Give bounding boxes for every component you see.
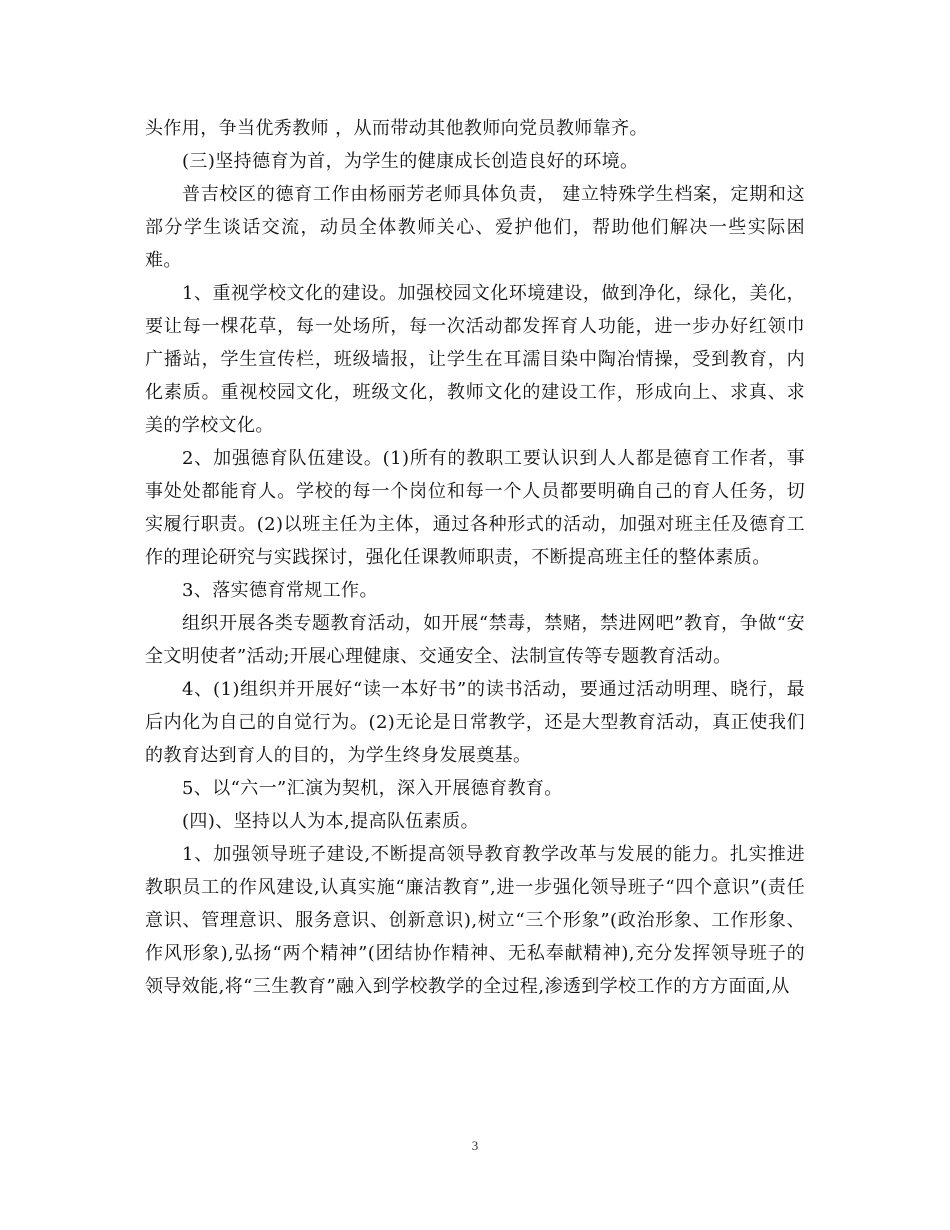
paragraph-item-3-routine-work: 3、落实德育常规工作。: [182, 580, 378, 601]
paragraph-item-2-team-building: 2、加强德育队伍建设。(1)所有的教职工要认识到人人都是德育工作者，事事处处都能育人。学校的每一个岗位和每一个人员都要明确自己的育人任务，切实履行职责。(2)以班主任为主体，通过各种形式的活动，加强对班主任及德育工作的理论研究与实践探讨，强化任课教师职责，不断提高班主任的整体素质。: [145, 448, 805, 568]
paragraph-item-1-school-culture: 1、重视学校文化的建设。加强校园文化环境建设，做到净化，绿化，美化，要让每一棵花草，每一处场所，每一次活动都发挥育人功能，进一步办好红领巾广播站，学生宣传栏，班级墙报，让学生在耳濡目染中陶冶情操，受到教育，内化素质。重视校园文化，班级文化，教师文化的建设工作，形成向上、求真、求美的学校文化。: [145, 283, 805, 436]
paragraph-special-activities: 组织开展各类专题教育活动，如开展“禁毒，禁赌，禁进网吧”教育，争做“安全文明使者”活动;开展心理健康、交通安全、法制宣传等专题教育活动。: [145, 613, 805, 667]
section-heading-three: (三)坚持德育为首，为学生的健康成长创造良好的环境。: [182, 151, 639, 172]
paragraph-item-4-reading: 4、(1)组织并开展好“读一本好书”的读书活动，要通过活动明理、晓行，最后内化为自己的自觉行为。(2)无论是日常教学，还是大型教育活动，真正使我们的教育达到育人的目的，为学生终身发展奠基。: [145, 679, 805, 766]
page-number: 3: [471, 1138, 479, 1153]
paragraph-item-1-leadership: 1、加强领导班子建设,不断提高领导教育教学改革与发展的能力。扎实推进教职员工的作风建设,认真实施“廉洁教育”,进一步强化领导班子“四个意识”(责任意识、管理意识、服务意识、创新意识),树立“三个形象”(政治形象、工作形象、作风形象),弘扬“两个精神”(团结协作精神、无私奉献精神),充分发挥领导班子的领导效能,将“三生教育”融入到学校教学的全过程,渗透到学校工作的方方面面,从: [145, 844, 805, 997]
paragraph-moral-education-lead: 普吉校区的德育工作由杨丽芳老师具体负责， 建立特殊学生档案，定期和这部分学生谈话交流，动员全体教师关心、爱护他们，帮助他们解决一些实际困难。: [145, 184, 805, 271]
paragraph-continuation: 头作用，争当优秀教师 ，从而带动其他教师向党员教师靠齐。: [145, 118, 648, 139]
section-heading-four: (四)、坚持以人为本,提高队伍素质。: [182, 811, 479, 832]
document-body: [145, 112, 805, 1003]
paragraph-item-5-june-first: 5、以“六一”汇演为契机，深入开展德育教育。: [182, 778, 563, 799]
